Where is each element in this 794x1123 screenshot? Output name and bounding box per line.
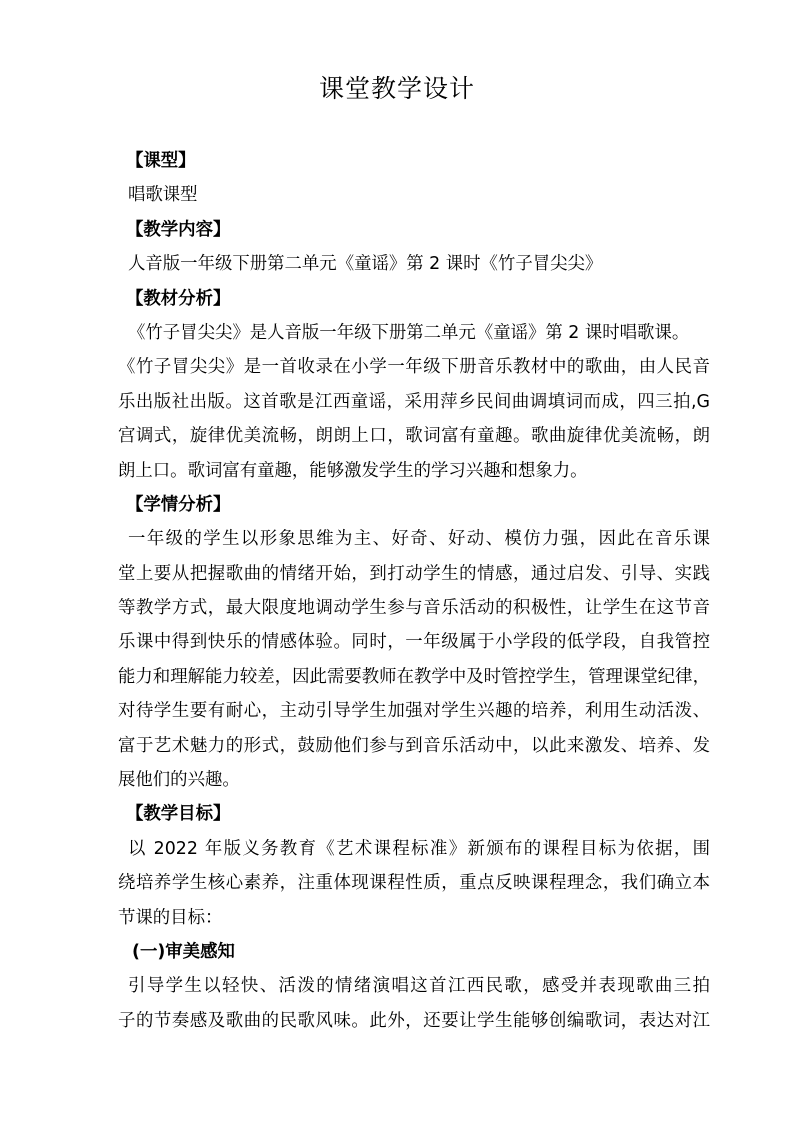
section-heading-lesson-type: 【课型】: [126, 151, 196, 171]
section-heading-goals: 【教学目标】: [126, 804, 231, 825]
content-text: 人音版一年级下册第二单元《童谣》第 2 课时《竹子冒尖尖》: [128, 254, 603, 275]
sub-heading-aesthetic: (一)审美感知: [132, 941, 235, 962]
paragraph-line: 《竹子冒尖尖》是人音版一年级下册第二单元《童谣》第 2 课时唱歌课。: [128, 322, 690, 343]
paragraph-line: 朗上口。歌词富有童趣，能够激发学生的学习兴趣和想象力。: [118, 460, 588, 481]
paragraph-line: 子的节奏感及歌曲的民歌风味。此外，还要让学生能够创编歌词，表达对江: [118, 1010, 710, 1031]
page-title: 课堂教学设计: [318, 74, 475, 103]
paragraph-line: 宫调式，旋律优美流畅，朗朗上口，歌词富有童趣。歌曲旋律优美流畅，朗: [118, 426, 710, 447]
paragraph-line: 《竹子冒尖尖》是一首收录在小学一年级下册音乐教材中的歌曲，由人民音: [118, 357, 710, 378]
paragraph-line: 引导学生以轻快、活泼的情绪演唱这首江西民歌，感受并表现歌曲三拍: [128, 976, 710, 997]
section-heading-learner: 【学情分析】: [126, 494, 231, 515]
paragraph-line: 节课的目标：: [118, 907, 223, 928]
paragraph-line: 能力和理解能力较差，因此需要教师在教学中及时管控学生，管理课堂纪律，: [118, 666, 710, 687]
lesson-type-text: 唱歌课型: [128, 185, 198, 206]
paragraph-line: 等教学方式，最大限度地调动学生参与音乐活动的积极性，让学生在这节音: [118, 598, 710, 619]
section-heading-material: 【教材分析】: [126, 288, 231, 309]
paragraph-line: 对待学生要有耐心，主动引导学生加强对学生兴趣的培养，利用生动活泼、: [118, 701, 710, 722]
paragraph-line: 富于艺术魅力的形式，鼓励他们参与到音乐活动中，以此来激发、培养、发: [118, 735, 710, 756]
section-heading-content: 【教学内容】: [126, 219, 231, 240]
paragraph-line: 绕培养学生核心素养，注重体现课程性质，重点反映课程理念，我们确立本: [118, 873, 710, 894]
paragraph-line: 以 2022 年版义务教育《艺术课程标准》新颁布的课程目标为依据，围: [128, 838, 710, 859]
paragraph-line: 展他们的兴趣。: [118, 770, 240, 791]
document-body: [118, 144, 710, 1038]
paragraph-line: 一年级的学生以形象思维为主、好奇、好动、模仿力强，因此在音乐课: [128, 529, 710, 550]
paragraph-line: 乐出版社出版。这首歌是江西童谣，采用萍乡民间曲调填词而成，四三拍,G: [118, 391, 710, 412]
paragraph-line: 乐课中得到快乐的情感体验。同时，一年级属于小学段的低学段，自我管控: [118, 632, 710, 653]
paragraph-line: 堂上要从把握歌曲的情绪开始，到打动学生的情感，通过启发、引导、实践: [118, 563, 710, 584]
